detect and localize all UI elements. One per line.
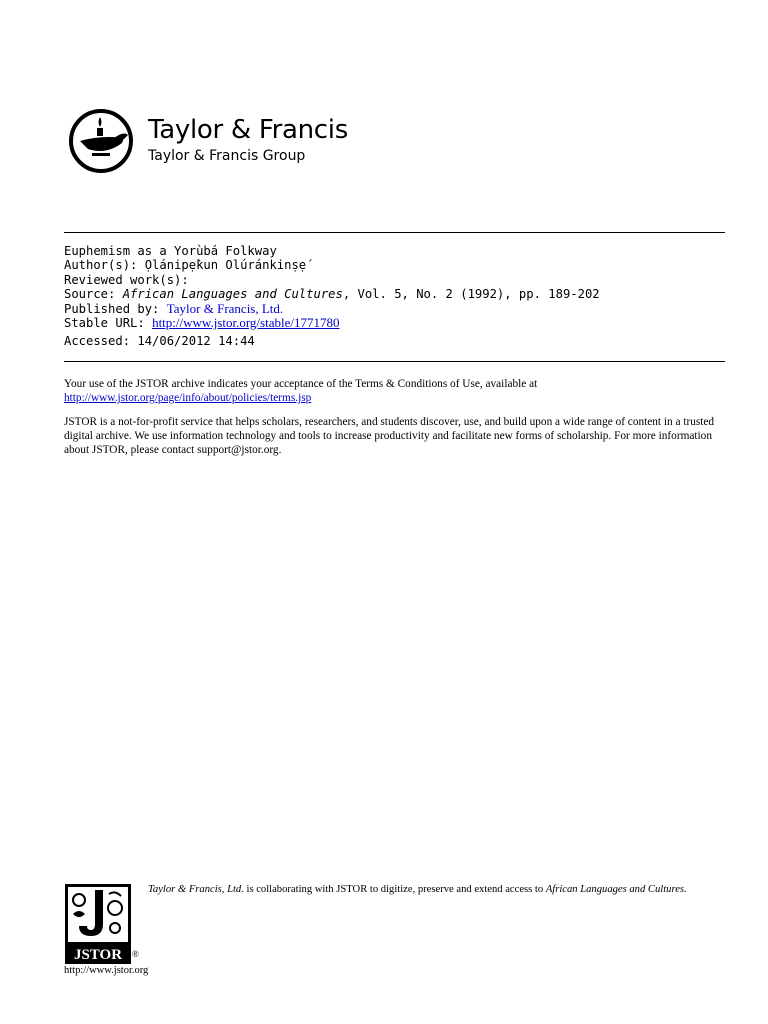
collab-publisher: Taylor & Francis, Ltd. bbox=[148, 884, 244, 895]
reviewed-works-line: Reviewed work(s): bbox=[64, 272, 189, 287]
publisher-link[interactable]: Taylor & Francis, Ltd. bbox=[166, 300, 284, 316]
accessed-line: Accessed: 14/06/2012 14:44 bbox=[64, 334, 255, 349]
publisher-group: Taylor & Francis Group bbox=[148, 148, 306, 164]
source-details: , Vol. 5, No. 2 (1992), pp. 189-202 bbox=[342, 287, 600, 302]
terms-link[interactable]: http://www.jstor.org/page/info/about/policies/terms.jsp bbox=[64, 392, 312, 404]
jstor-home-link[interactable]: http://www.jstor.org bbox=[64, 965, 149, 976]
collaboration-note bbox=[148, 884, 728, 896]
collab-text: is collaborating with JSTOR to digitize, preserve and extend access to bbox=[243, 884, 546, 895]
taylor-francis-lamp-logo-icon bbox=[66, 105, 136, 177]
top-divider bbox=[64, 232, 725, 233]
jstor-logo-text: JSTOR bbox=[73, 947, 123, 963]
author-line bbox=[64, 258, 725, 272]
article-metadata bbox=[64, 244, 725, 349]
collab-journal: African Languages and Cultures. bbox=[545, 884, 687, 895]
stable-url-line bbox=[64, 316, 725, 330]
source-label: Source: bbox=[64, 287, 123, 302]
terms-paragraph bbox=[64, 377, 725, 405]
publisher-name: Taylor & Francis bbox=[148, 115, 348, 145]
published-by-line bbox=[64, 302, 725, 316]
article-title: Euphemism as a Yorùbá Folkway bbox=[64, 244, 277, 258]
terms-section bbox=[64, 377, 725, 457]
terms-text: Your use of the JSTOR archive indicates your acceptance of the Terms & Conditions of Use, available at bbox=[64, 378, 538, 390]
stable-url-label: Stable URL: bbox=[64, 315, 153, 330]
source-line bbox=[64, 287, 725, 301]
author-name: Ọlánipẹ̀kun Olúránkinṣẹ́ bbox=[144, 258, 307, 273]
bottom-divider bbox=[64, 361, 725, 362]
jstor-description: JSTOR is a not-for-profit service that helps scholars, researchers, and students discover, use, and build upon a wide range of content in a trusted digital archive. We use information technology and tools to increase productivity and facilitate new forms of scholarship. For more information about JSTOR, please contact support@jstor.org. bbox=[64, 416, 715, 456]
author-label: Author(s): bbox=[64, 258, 145, 273]
source-journal: African Languages and Cultures bbox=[122, 287, 343, 302]
published-label: Published by: bbox=[64, 301, 167, 316]
registered-mark: ® bbox=[132, 949, 139, 959]
jstor-logo-icon bbox=[65, 884, 131, 964]
stable-url-link[interactable]: http://www.jstor.org/stable/1771780 bbox=[152, 314, 340, 330]
